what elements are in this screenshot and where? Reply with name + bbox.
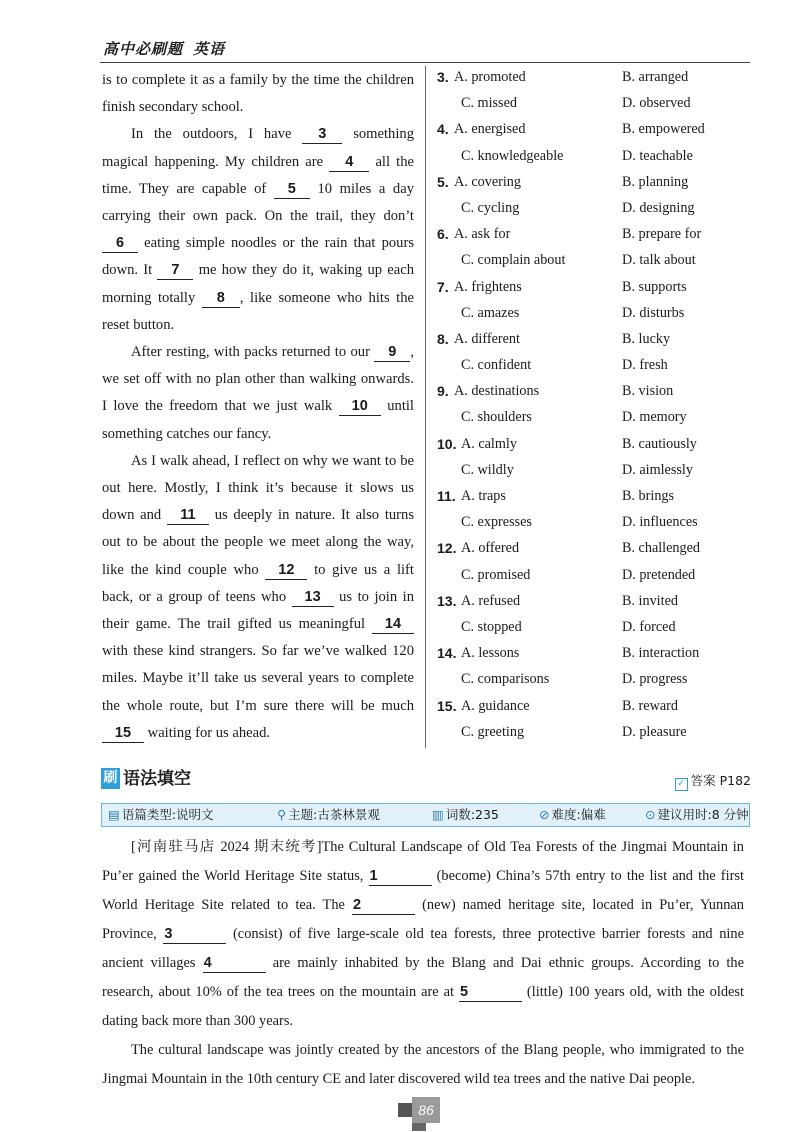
option-d[interactable]: D. forced [622, 618, 676, 635]
cloze-passage [102, 67, 414, 747]
info-type: ▤ 语篇类型:说明文 [108, 807, 214, 822]
blank-4[interactable]: 4 [329, 153, 369, 172]
option-d[interactable]: D. aimlessly [622, 461, 693, 478]
option-d[interactable]: D. talk about [622, 252, 696, 269]
option-row [437, 483, 757, 509]
option-a[interactable]: A. different [454, 330, 520, 347]
question-number: 14. [437, 645, 457, 662]
option-row [437, 352, 757, 378]
count-icon: ▥ [432, 807, 444, 822]
option-d[interactable]: D. observed [622, 95, 691, 112]
option-d[interactable]: D. designing [622, 199, 695, 216]
option-a[interactable]: A. destinations [454, 383, 540, 400]
option-row [437, 693, 757, 719]
paragraph-2: In the outdoors, I have 3 something magical happening. My children are 4 all the time. They are capable of 5 10 miles a day carrying their own pack. On the trail, they don’t 6 eating simple noodles or the rain that pours down. It 7 me how they do it, waking up each morning totally 8 , like someone who hits the reset button. [102, 126, 415, 333]
question-number: 11. [437, 488, 456, 504]
option-row [437, 588, 757, 614]
grammar-passage [102, 833, 744, 1094]
option-row [437, 274, 757, 300]
option-a[interactable]: A. traps [461, 488, 506, 504]
option-c[interactable]: C. missed [461, 95, 517, 112]
option-d[interactable]: D. fresh [622, 357, 668, 374]
grammar-blank-3[interactable]: 3 [163, 925, 226, 944]
section-title: 语法填空 [123, 769, 191, 789]
question-number: 3. [437, 69, 449, 85]
blank-8[interactable]: 8 [202, 289, 240, 308]
blank-9[interactable]: 9 [374, 343, 410, 362]
option-d[interactable]: D. pleasure [622, 723, 687, 740]
option-row [437, 614, 757, 640]
book-icon: ▤ [108, 807, 120, 822]
info-words: ▥ 词数:235 [432, 807, 499, 822]
page-header [103, 38, 225, 59]
blank-5[interactable]: 5 [274, 180, 310, 199]
option-row [437, 431, 757, 457]
option-row [437, 300, 757, 326]
option-b[interactable]: B. challenged [622, 540, 701, 557]
blank-6[interactable]: 6 [102, 234, 138, 253]
book-title: 高中必刷题 [103, 40, 184, 58]
grammar-paragraph-1: [河南驻马店 2024 期末统考]The Cultural Landscape of Old Tea Forests of the Jingmai Mountain in Pu’er gained the World Heritage Site status, 1 (become) China’s 57th entry to the list and the first World Heritage Site related to tea. The 2 (new) named heritage site, located in Pu’er, Yunnan Province, 3 (consist) of five large-scale old tea forests, three protective barrier forests and nine ancient villages 4 are mainly inhabited by the Blang and Dai ethnic groups. According to the research, about 10% of the tea trees on the mountain are at 5 (little) 100 years old, with the oldest dating back more than 300 years. [102, 839, 745, 1029]
option-c[interactable]: C. expresses [461, 514, 532, 531]
answer-reference[interactable]: ✓ 答案 P182 [675, 771, 751, 791]
header-rule [100, 62, 750, 63]
option-b[interactable]: B. reward [622, 697, 678, 714]
option-b[interactable]: B. empowered [622, 121, 705, 138]
option-d[interactable]: D. disturbs [622, 304, 685, 321]
grammar-section-header [101, 767, 751, 793]
option-row [437, 64, 757, 90]
option-a[interactable]: A. promoted [454, 69, 526, 85]
option-row [437, 457, 757, 483]
grammar-blank-1[interactable]: 1 [369, 867, 432, 886]
question-number: 10. [437, 435, 457, 452]
option-d[interactable]: D. memory [622, 409, 687, 426]
grammar-blank-5[interactable]: 5 [459, 983, 522, 1002]
option-b[interactable]: B. invited [622, 592, 678, 609]
option-row [437, 640, 757, 666]
question-number: 13. [437, 592, 457, 609]
option-a[interactable]: A. covering [454, 173, 521, 190]
option-row [437, 719, 757, 745]
option-row [437, 666, 757, 692]
option-b[interactable]: B. cautiously [622, 435, 697, 452]
options-list [437, 64, 757, 745]
option-a[interactable]: A. ask for [454, 226, 511, 243]
question-number: 9. [437, 383, 449, 400]
question-number: 12. [437, 540, 457, 557]
paragraph-3: After resting, with packs returned to our 9 , we set off with no plan other than walking onwards. I love the freedom that we just walk 10 until something catches our fancy. [102, 344, 414, 442]
info-difficulty: ⊘ 难度:偏难 [539, 807, 606, 822]
blank-14[interactable]: 14 [372, 615, 414, 634]
blank-10[interactable]: 10 [339, 397, 381, 416]
option-c[interactable]: C. wildly [461, 461, 514, 478]
info-topic: ⚲ 主题:古茶林景观 [277, 807, 380, 822]
option-row [437, 116, 757, 142]
option-a[interactable]: A. calmly [461, 435, 517, 452]
blank-15[interactable]: 15 [102, 724, 144, 743]
grammar-blank-2[interactable]: 2 [352, 896, 415, 915]
difficulty-icon: ⊘ [539, 807, 550, 822]
option-b[interactable]: B. interaction [622, 645, 700, 662]
option-row [437, 378, 757, 404]
info-time: ⊙ 建议用时:8 分钟 [645, 807, 749, 822]
option-b[interactable]: B. planning [622, 173, 689, 190]
option-a[interactable]: A. offered [461, 540, 520, 557]
option-row [437, 143, 757, 169]
option-c[interactable]: C. knowledgeable [461, 147, 564, 164]
option-b[interactable]: B. lucky [622, 330, 671, 347]
option-b[interactable]: B. arranged [622, 69, 689, 85]
option-row [437, 404, 757, 430]
option-row [437, 535, 757, 561]
option-c[interactable]: C. cycling [461, 199, 520, 216]
option-c[interactable]: C. complain about [461, 252, 566, 269]
option-c[interactable]: C. greeting [461, 723, 525, 740]
blank-13[interactable]: 13 [292, 588, 334, 607]
paragraph-1: is to complete it as a family by the time the children finish secondary school. [102, 72, 414, 116]
option-c[interactable]: C. comparisons [461, 671, 550, 688]
question-number: 5. [437, 173, 449, 190]
option-a[interactable]: A. energised [454, 121, 526, 138]
blank-11[interactable]: 11 [167, 506, 209, 525]
option-d[interactable]: D. progress [622, 671, 688, 688]
option-row [437, 221, 757, 247]
option-b[interactable]: B. brings [622, 488, 675, 504]
question-number: 15. [437, 697, 457, 714]
page-number: 86 [412, 1097, 440, 1123]
blank-3[interactable]: 3 [302, 125, 342, 144]
option-d[interactable]: D. influences [622, 514, 698, 531]
passage-info-bar [101, 803, 750, 827]
grammar-blank-4[interactable]: 4 [203, 954, 266, 973]
option-row [437, 326, 757, 352]
option-d[interactable]: D. pretended [622, 566, 696, 583]
search-icon: ⚲ [277, 807, 287, 822]
question-number: 8. [437, 330, 449, 347]
blank-7[interactable]: 7 [157, 261, 193, 280]
option-row [437, 247, 757, 273]
option-row [437, 90, 757, 116]
brush-icon: 刷 [101, 768, 120, 789]
question-number: 6. [437, 226, 449, 243]
option-row [437, 509, 757, 535]
option-row [437, 562, 757, 588]
subject-title: 英语 [193, 40, 226, 58]
option-c[interactable]: C. stopped [461, 618, 522, 635]
option-row [437, 195, 757, 221]
grammar-paragraph-2: The cultural landscape was jointly created by the ancestors of the Blang people, who immigrated to the Jingmai Mountain in the 10th century CE and later discovered wild tea trees and the native Dai people. [102, 1042, 744, 1087]
question-number: 7. [437, 278, 449, 295]
paragraph-4: As I walk ahead, I reflect on why we want to be out here. Mostly, I think it’s because it slows us down and 11 us deeply in nature. It also turns out to be about the people we meet along the way, like the kind couple who 12 to give us a lift back, or a group of teens who 13 us to join in their game. The trail gifted us meaningful 14 with these kind strangers. So far we’ve walked 120 miles. Maybe it’ll take us several years to complete the whole route, but I’m sure there will be much 15 waiting for us ahead. [102, 452, 415, 741]
option-a[interactable]: A. guidance [461, 697, 530, 714]
column-divider [425, 66, 426, 748]
option-c[interactable]: C. confident [461, 357, 532, 374]
option-d[interactable]: D. teachable [622, 147, 693, 164]
option-a[interactable]: A. frightens [454, 278, 522, 295]
check-icon: ✓ [675, 778, 688, 791]
blank-12[interactable]: 12 [265, 561, 307, 580]
option-a[interactable]: A. lessons [461, 645, 520, 662]
option-c[interactable]: C. amazes [461, 304, 520, 321]
question-number: 4. [437, 121, 449, 138]
option-row [437, 169, 757, 195]
page-number-box [398, 1097, 440, 1123]
option-b[interactable]: B. prepare for [622, 226, 702, 243]
clock-icon: ⊙ [645, 807, 656, 822]
option-b[interactable]: B. supports [622, 278, 687, 295]
option-a[interactable]: A. refused [461, 592, 521, 609]
option-c[interactable]: C. promised [461, 566, 531, 583]
option-c[interactable]: C. shoulders [461, 409, 532, 426]
option-b[interactable]: B. vision [622, 383, 674, 400]
